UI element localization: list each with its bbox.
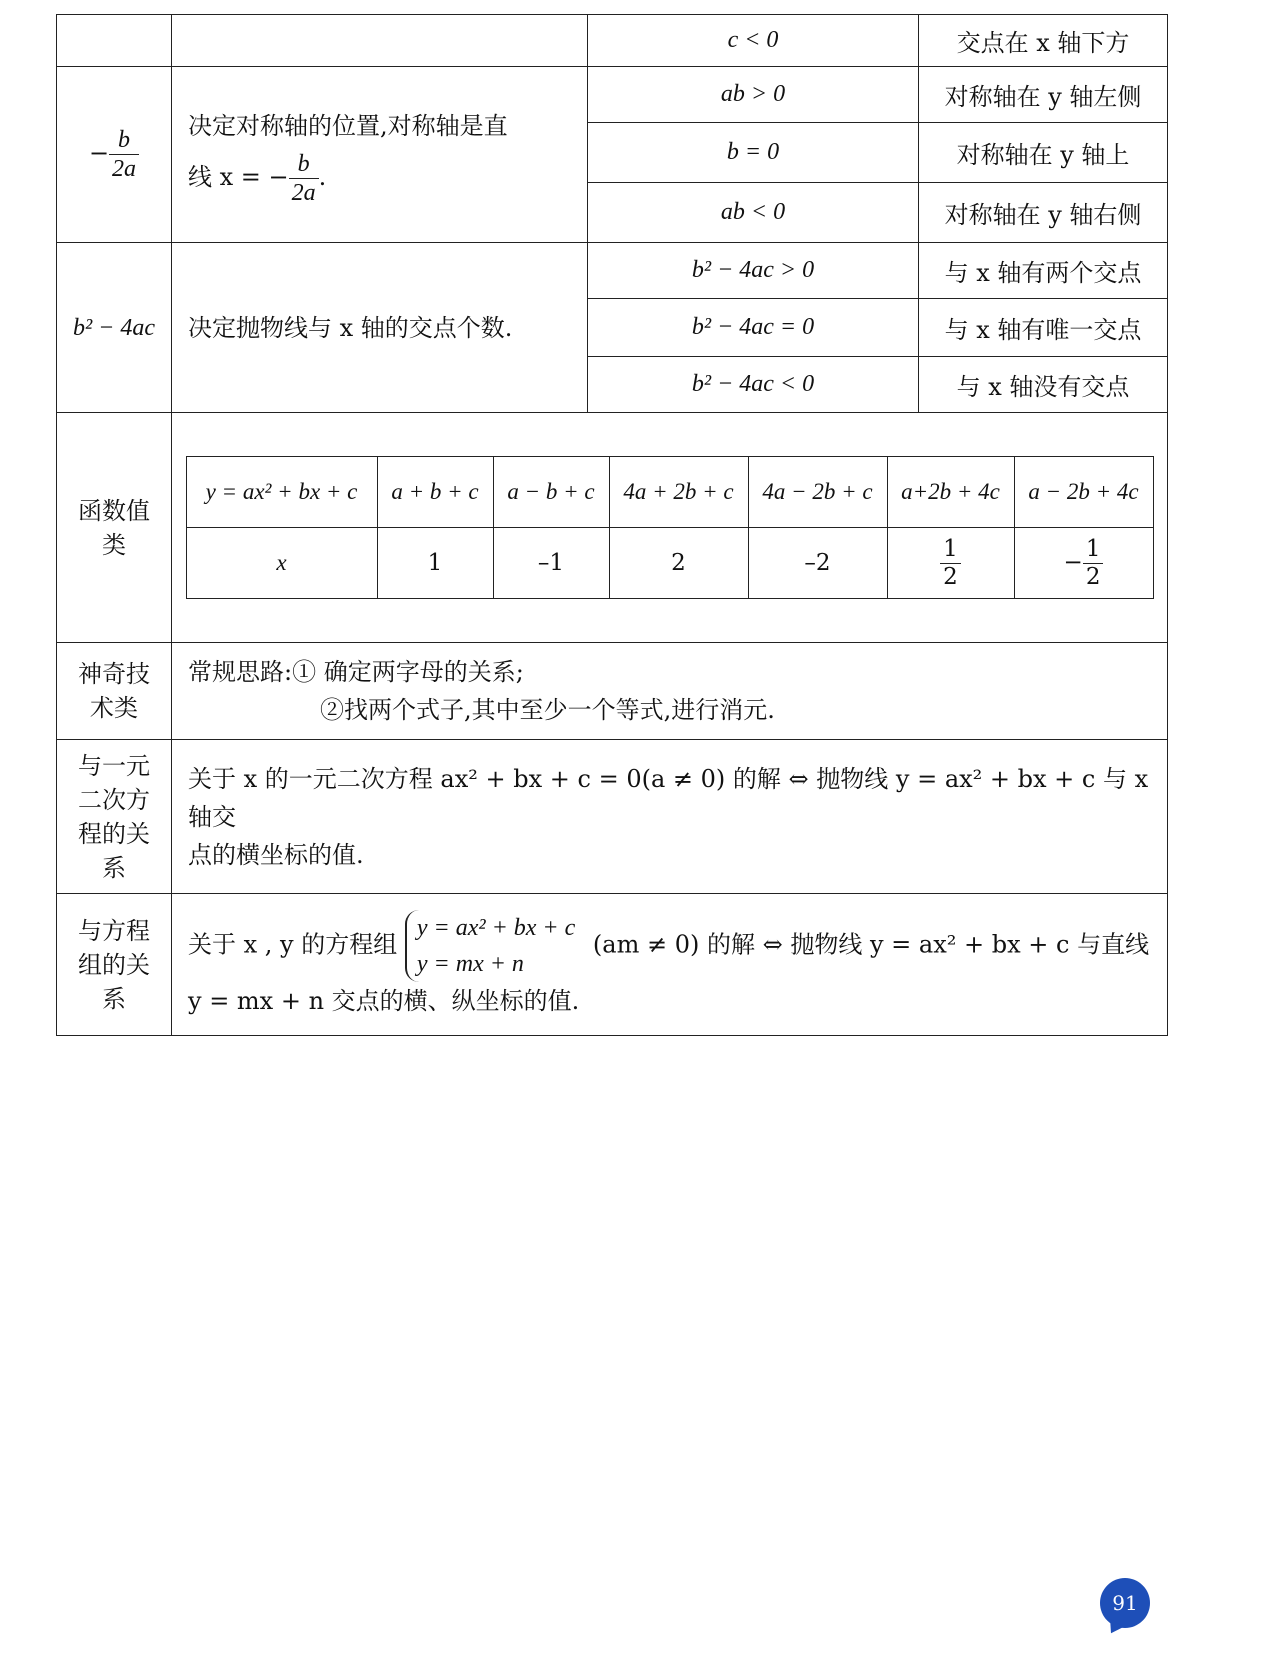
table-row [57,243,1168,299]
table-row [57,15,1168,67]
func-header-cell: y = ax² + bx + c [186,457,377,528]
table-row [57,894,1168,1036]
func-value-cell: 1 [377,528,493,599]
discriminant-description: 决定抛物线与 x 轴的交点个数. [172,243,588,413]
func-header-cell: a + b + c [377,457,493,528]
func-header-cell: a − 2b + 4c [1014,457,1153,528]
condition-cell: c < 0 [588,15,919,67]
axis-description: 决定对称轴的位置,对称轴是直 线 x = − $\frac{b}{2a}$ . [172,67,588,243]
system-content: 关于 x , y 的方程组 y = ax² + bx + c y = mx + n (am ≠ 0) 的解 ⇔ 抛物线 y = ax² + bx + c 与直线 y = mx + n 交点的横、纵坐标的值. [172,894,1168,1036]
condition-cell: b² − 4ac = 0 [588,299,919,357]
result-cell: 与 x 轴有两个交点 [919,243,1168,299]
result-cell: 对称轴在 y 轴右侧 [919,183,1168,243]
func-value-content [172,413,1168,643]
result-cell: 与 x 轴有唯一交点 [919,299,1168,357]
quadratic-eq-content: 关于 x 的一元二次方程 ax² + bx + c = 0(a ≠ 0) 的解 ⇔ 抛物线 y = ax² + bx + c 与 x 轴交 点的横坐标的值. [172,740,1168,894]
func-value-cell: − $\frac{1}{2}$ [1014,528,1153,599]
func-header-cell: 4a − 2b + c [748,457,887,528]
condition-cell: b² − 4ac < 0 [588,357,919,413]
func-header-cell: a − b + c [493,457,609,528]
func-value-cell: $\frac{1}{2}$ [887,528,1014,599]
quadratic-eq-label: 与一元二次方程的关系 [57,740,172,894]
func-value-header-row [186,457,1153,528]
system-label: 与方程组的关系 [57,894,172,1036]
func-value-cell: 2 [609,528,748,599]
condition-cell: b² − 4ac > 0 [588,243,919,299]
equation-system: y = ax² + bx + c y = mx + n [405,910,581,982]
func-value-label: 函数值类 [57,413,172,643]
table-row [57,413,1168,643]
magic-label: 神奇技术类 [57,643,172,740]
result-cell: 与 x 轴没有交点 [919,357,1168,413]
magic-content: 常规思路:① 确定两字母的关系; ②找两个式子,其中至少一个等式,进行消元. [172,643,1168,740]
table-row [57,643,1168,740]
result-cell: 对称轴在 y 轴上 [919,123,1168,183]
func-value-cell: x [186,528,377,599]
result-cell: 交点在 x 轴下方 [919,15,1168,67]
func-value-row [186,528,1153,599]
table-row [57,740,1168,894]
summary-table [56,14,1168,1036]
table-row [57,67,1168,123]
condition-cell: ab > 0 [588,67,919,123]
condition-cell: b = 0 [588,123,919,183]
func-header-cell: a+2b + 4c [887,457,1014,528]
axis-label: − $\frac{b}{2a}$ [57,67,172,243]
func-header-cell: 4a + 2b + c [609,457,748,528]
result-cell: 对称轴在 y 轴左侧 [919,67,1168,123]
func-value-cell: –1 [493,528,609,599]
func-value-table [186,456,1154,599]
discriminant-label: b² − 4ac [57,243,172,413]
page-number-badge: 91 [1100,1578,1150,1628]
func-value-cell: –2 [748,528,887,599]
condition-cell: ab < 0 [588,183,919,243]
